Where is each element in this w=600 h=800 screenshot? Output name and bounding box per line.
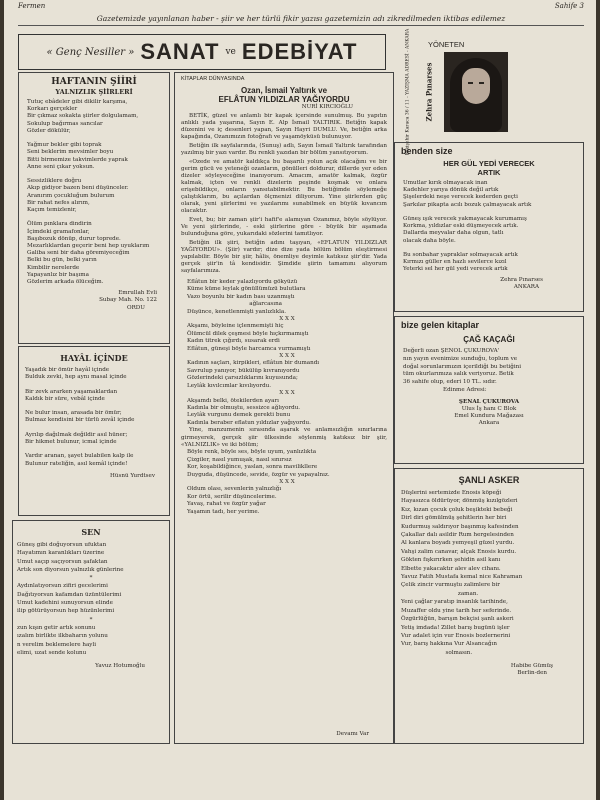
poem-line: Sessizliklere doğru: [27, 178, 82, 185]
poem-line: Sokulup bağırmas sancılar: [27, 120, 103, 127]
poem-line: Güneş gibi doğuyorsun ufuktan: [17, 542, 107, 548]
poem-line: Savrulup yanıyor, bükülüp kıvranıyordu: [187, 367, 300, 374]
poem-line: Kudurmuş saldırıyor başınmış kafesinden: [401, 523, 519, 530]
kitaplar-label: KİTAPLAR DÜNYASINDA: [181, 76, 245, 82]
poem-line: Kız, kızan çocuk çoluk beşikteki bebeği: [401, 506, 513, 513]
masthead-title-sanat: SANAT: [140, 39, 220, 64]
continued-note: Devamı Var: [336, 731, 369, 737]
page-number: Sahife 3: [554, 2, 584, 10]
poem-line: Çelik zincir vurmuştu zalimlere bir: [401, 582, 500, 589]
article-paragraph: «Ozede ve amatör kaldıkça bu başarılı yolun açık olacağını ve bir gerim gücü ve yeteneği ozanların, gönülleri doldurur, dillerde yer eden dizeler söyleyeceğine inanıyorum. Amacım, amatör kalmak, özgür kalmak, içten ve renkli dizelerin peşinde koşmak ve onlara erişebildikçe, onların yansıtabilmektir. Bu betiğimde söylemeğe çalıştıklarım, bu açılardan ölçmenizi diliyorum. Yine şiirlerden güç olarak, yeni şiirlerimi ve yazılarımı sunabilmek en büyük kıvancım olacaktır.: [181, 159, 387, 214]
sen-box: [12, 520, 170, 744]
masthead-title-ve: ve: [225, 47, 236, 57]
poem-line: Kırmızı güller en hazlı sevilerce kızıl: [403, 259, 507, 266]
poem-separator: X X X: [279, 478, 295, 485]
poem-line: Yavaş, rahat ve özgür yağar: [187, 501, 266, 508]
article-paragraph: BETİK, güzel ve anlamlı bir kapak içersinde sunulmuş. Bu yapıtın anlıklı yada yaşarına, Sayın E. Alp İsmail YALTIRIK. Betiğin kapak düzenini ve iç desenleri yapan, Sayın Hayri DUMLU. Ve, betiğin arka kapağında, Ozanımızın fotoğrafı ve yaşamöyküsü bulunuyor.: [181, 113, 387, 140]
editor-photo: [444, 52, 508, 132]
kitaplar-dunyasinda-box: [174, 72, 394, 744]
poem-line: Umut saçıp saçıyorsun şafaktan: [17, 558, 108, 565]
editor-label: YÖNETEN: [428, 40, 465, 49]
sanli-asker-box: [394, 468, 584, 744]
poem-line: Dirl diri gömülmüş şehitlerin her biri: [401, 515, 507, 522]
poem-line: Gözler dökülür,: [27, 127, 71, 134]
poem-line: Yaşamın tadı, her yerime.: [187, 508, 260, 515]
poem-line: Muzaffer oldu yine tarih her seferinde.: [401, 607, 512, 614]
poem-line: elimi, uzat sende kolunu: [17, 649, 87, 656]
book-address-1: Ulus İş hanı C Blok: [461, 405, 517, 412]
asker-author: Habibe Gümüş: [510, 663, 553, 670]
poem-line: Seni beklerim mevsimler boyu: [27, 149, 114, 156]
poem-line: [25, 446, 165, 453]
benden-title: benden size: [401, 146, 453, 156]
editor-name-text: Zehra Pınarses: [424, 62, 434, 122]
editor-name: [416, 52, 442, 132]
text-line: doğal sorunlarımızın içerildiği bu betiğini: [403, 363, 521, 370]
poem-line: Bu sonbahar yapraklar solmayacak artık: [403, 252, 518, 259]
poem-line: İçimdeki gramafonlar,: [27, 228, 90, 235]
poem-line: Bulduk zevki, hep aynı masal içinde: [25, 374, 127, 381]
poem-line: Kadın titrek çığırdı, susarak erdi: [187, 338, 280, 345]
poem-line: Çizgiler, nasıl yumuşak, nasıl sınırsız: [187, 456, 292, 463]
kitaplar-heading-1: Ozan, İsmail Yaltırık ve: [240, 86, 328, 95]
haftanin-subtitle: YALNIZLIK ŞİİRLERİ: [55, 88, 133, 96]
book-author-name: ŞENAL ÇUKUROVA: [458, 398, 520, 405]
poem-line: Dallarda meyvalar daha olgun, tatlı: [403, 230, 504, 237]
poem-line: Küme küme leylak gönüllümüzü bulutlara: [187, 286, 306, 293]
poem-line: [25, 425, 165, 432]
benden-place: ANKARA: [513, 283, 539, 290]
poem-line: Kaçım temizlenir,: [27, 207, 77, 214]
poem-line: Aranırım çocukluğum bulurum: [27, 192, 115, 199]
poem-line: Korkma, yıldızlar eski düşmeyecek artık.: [403, 223, 519, 230]
poem-line: Bulmaz kendisini bir türlü zevâl içinde: [25, 417, 135, 424]
poem-separator: X X X: [279, 316, 295, 323]
poem-line: olacak daha böyle.: [403, 237, 456, 244]
poem-line: Yeni çağlar yaratıp insanlık tarihinde,: [401, 599, 508, 606]
header-left: Fermen: [18, 2, 46, 10]
poem-line: Özgürlüğün, barışın bekçisi şanlı askeri: [401, 616, 514, 623]
poem-line: ağlarcasına: [187, 301, 283, 308]
poem-line: Gözlerindeki çarsızlıklarını kuyusunda;: [187, 375, 298, 382]
masthead-subtitle: « Genç Nesiller »: [46, 46, 135, 58]
poem-line: Korkarı gerçekler: [27, 106, 78, 113]
book-address-2: Emel Kundura Mağazası: [454, 413, 524, 420]
text-line: 36 sahife olup, ederi 10 TL. sıdır.: [403, 379, 497, 386]
poem-line: Vahşi zalim canavar, alçak Enosis kurdu.: [401, 548, 517, 555]
poem-line: Leylâk kıvılcımlar kıvılıyordu.: [187, 382, 272, 389]
editor-address: [400, 28, 416, 156]
poem-line: Eflâtun bir keder yalazlıyordu gökyüzü: [187, 279, 298, 285]
benden-author: Zehra Pınarses: [500, 276, 543, 283]
haftanin-author: Emrullah Evli: [118, 290, 157, 297]
bize-gelen-heading: ÇAĞ KAÇAĞI: [463, 335, 515, 344]
newspaper-page: [4, 0, 596, 800]
poem-line: Vazo boyunlu bir kadın bası uzanmıştı: [187, 293, 295, 300]
poem-line: Leylâk vurgunu demek gerekti bunu: [187, 412, 291, 419]
poem-line: Şişelerdeki neşe verecek kederden geçti: [403, 194, 518, 201]
poem-line: Vur adalet için vur Enosis bozlernerini: [401, 632, 511, 639]
benden-size-box: [394, 142, 584, 312]
kitaplar-byline: NURİ KIRCIOĞLU: [301, 104, 353, 110]
hayal-author: Hüsnü Yurdtsev: [110, 472, 155, 479]
poem-line: Bir zevk ararken yaşamaklardan: [25, 388, 118, 395]
asker-poem: [395, 485, 583, 657]
poem-line: zaman.: [401, 590, 479, 597]
poem-line: [25, 403, 165, 410]
poem-line: Vur, barış hakkına Vur Alsancağın: [401, 641, 497, 648]
article-paragraph: Evet, bu; bir zaman şiir'i hafif'e alamıyan Ozanımız, böyle söylüyor. Ve yeni şiirlerinde, - eski şiirlerine göre - büyük bir aşamada bulunduğuna göre, yukarıdaki sözlerini tamıtlıyor.: [181, 217, 387, 237]
poem-line: Akşamı, böyleine içlenmemişti hiç: [187, 323, 284, 330]
haftanin-siiri-box: [18, 72, 170, 344]
photo-eye-right: [479, 82, 484, 84]
article-paragraph: Betiğin ilk sayfalarında, (Sunuş) adlı, Sayın İsmail Yaltırık tarafından yazılmış bir yazı vardır. Bu renkli yazıdan bir bölüm yansıtıyorum.: [181, 143, 387, 156]
poem-line: n verelim beklemelere hayli: [17, 641, 97, 648]
poem-line: Kor, koşabildiğince, yaslan, sonra mavilikllere: [187, 464, 318, 471]
poem-line: Tutuç ebâdeler gibi dikilir karşıma,: [27, 99, 128, 105]
sen-title: SEN: [81, 527, 101, 537]
haftanin-title: HAFTANIN ŞİİRİ: [51, 77, 137, 87]
poem-line: zun kışın getir artık sonunu: [17, 624, 96, 631]
poem-line: [403, 209, 577, 216]
editor-address-text: Eskişehir Karaca 36 / 11 - YAZIŞMA ADRESİ - ANKARA: [405, 28, 411, 156]
masthead-title-edebiyat: EDEBİYAT: [241, 39, 358, 64]
poem-line: Düşlerini sertemizde Enosis köpeği: [401, 490, 502, 496]
poem-line: Şarkılar pikapta acılı bozuk çalmayacak artık: [403, 201, 532, 208]
poem-line: Umutlar kırık olmayacak inan: [403, 180, 488, 186]
haftanin-place2: ORDU: [127, 304, 145, 311]
poem-line: Yaşadık bir ömür hayâl içinde: [25, 367, 110, 373]
poem-line: Kaldık bir süre, vebâl içinde: [25, 395, 105, 402]
poem-line: Galiba seni bir daha göremiyeceğim: [27, 250, 130, 257]
photo-eye-left: [468, 82, 473, 84]
kitaplar-poem: [175, 275, 393, 516]
poem-line: ızalım birlikte ilkbaharın yolunu: [17, 633, 108, 640]
poem-line: Ölümcül dilek çeşmesi böyle hıçkırmamıştı: [187, 330, 309, 337]
poem-line: *: [89, 575, 93, 582]
poem-line: Kadınla beraber eflatun yıldızlar yağıyordu.: [187, 419, 311, 426]
article-paragraph: Yine, manzumenin sırasında aşarak ve anlamsızlığın sınırlarına girmeyerek, gerçek şiir ülkesinde söylenmiş katıksız bir şiir, «YALNIZLIK» ve iki bölüm;: [181, 427, 387, 448]
poem-line: *: [89, 616, 93, 623]
masthead: [18, 34, 386, 70]
poem-line: Kadehler yarıya dönük değil artık: [403, 187, 499, 194]
poem-line: ilip götürüyorsun hep hüzünlerimi: [17, 608, 115, 615]
kitaplar-heading-2: EFLÂTUN YILDIZLAR YAĞIYORDU: [218, 95, 350, 104]
haftanin-place1: Subay Mah. No. 122: [99, 297, 157, 304]
poem-line: Başıbozuk dönüp, durur toprede.: [27, 235, 121, 242]
poem-line: Elbette yakacaktır alev alev cihanı.: [401, 565, 501, 572]
poem-line: Ne bulur insan, arasada bir ömür;: [25, 410, 122, 417]
photo-face: [462, 68, 490, 104]
poem-line: Dağıtıyorsun kafamdan üzüntülerimi: [17, 591, 122, 598]
poem-line: Aydınlatıyorsun zifiri gecelerimi: [17, 583, 108, 590]
poem-line: [25, 381, 165, 388]
copyright-notice: Gazetemizde yayınlanan haber - şiir ve her türlü fikir yazısı gazetemizin adı zikredilmeden iktibas edilemez: [18, 14, 584, 26]
poem-line: Kadının saçları, kirpikleri, eflâtun bir dumandı: [187, 360, 320, 367]
haftanin-poem: [19, 96, 169, 286]
poem-line: Düşünce, kenetlenmişti yanlızlıkla.: [187, 308, 286, 315]
kitaplar-article: [175, 110, 393, 275]
sen-poem: [13, 537, 169, 657]
text-line: nın yayın evenimize sunduğu, toplum ve: [403, 355, 518, 362]
benden-heading: HER GÜL YEDİ VERECEK ARTIK: [443, 159, 535, 177]
poem-line: Al kanlara boyadı yemyeşil güzel yurdu.: [401, 540, 515, 547]
poem-line: Umut kadehini sunuyorsun elinde: [17, 600, 113, 607]
poem-separator: X X X: [279, 353, 295, 360]
poem-line: [403, 245, 577, 252]
book-address-3: Ankara: [478, 420, 500, 427]
poem-line: Yavuz Fatih Mustafa kemal nice Kahraman: [401, 574, 523, 581]
text-line: Edinme Adresi:: [443, 386, 487, 393]
poem-line: Gözlerim arkada ölüceğim.: [27, 279, 104, 286]
poem-line: Yeterki sel her gül yedi verecek artık: [403, 266, 508, 273]
article-paragraph: Betiğin ilk şiiri, betiğin adını taşıyan, «EFLATUN YILDIZLAR YAĞIYORDU». (Şiir) vardır; dize dize yada bölüm bölüm eleştirmesi yapılabilir. Böyle bir şiir, hâlis, önemliye deyimle katıksız şiir'dir. Yada gerçek şiir'in tâ kendisidir. Şimdide şiirin tamamını alıyorum sayfalarımıza.: [181, 240, 387, 274]
poem-line: Kadınla bir olmuştu, sessizce ağlıyordu.: [187, 404, 301, 411]
poem-line: Böyle renk, böyle ses, böyle uyum, yanlızlıkta: [187, 449, 317, 456]
text-line: Değerli ozan ŞENOL ÇUKUROVA': [403, 348, 500, 354]
poem-line: Yetiş imdada! Zillet barış bugünü işler: [401, 624, 510, 631]
poem-separator: X X X: [279, 390, 295, 397]
poem-line: Akşamdı belki, ötekilerden ayarı: [187, 397, 279, 404]
poem-line: Artık son diyorsun yalnızlık günlerine: [17, 566, 124, 573]
poem-line: Kimbilir nerelerde: [27, 264, 80, 271]
poem-line: Mezarlıklardan geçerir beni hep uyuklarım: [27, 243, 150, 250]
poem-line: Yapayanlız bir başıma: [27, 271, 89, 278]
poem-line: Ölüm pınklara dindirin: [27, 221, 92, 228]
poem-line: Bir hikmet bulunur, icmal içinde: [25, 439, 117, 446]
poem-line: Bir rahat nefes alırım,: [27, 199, 90, 206]
poem-line: Yağmur bekler gibi toprak: [27, 142, 102, 149]
poem-line: solmasın.: [401, 649, 473, 656]
hayal-icinde-box: [18, 346, 170, 516]
poem-line: Güneş ışık verecek yakmayacak kurumamış: [403, 216, 527, 223]
asker-place: Berlin-den: [517, 670, 547, 677]
poem-line: Duyguda, düşüncede, sevide, özgür ve yapayalnız.: [187, 471, 330, 478]
page-header: [18, 2, 584, 10]
poem-line: Eflâtun, güneşi böyle harcamca vurmamıştı: [187, 345, 311, 352]
poem-line: Hayasızca öldürüyor, dönmüş kızılgözleri: [401, 498, 518, 505]
poem-line: Bitti birmemize takvimlerde yaprak: [27, 156, 128, 163]
poem-line: Çakallar dalı asildir Rum hergelesinden: [401, 532, 514, 539]
bize-gelen-text: [395, 344, 583, 395]
poem-line: Bir çıkmaz sokakta şiirler dolgulamam,: [27, 113, 139, 120]
hayal-title: HAYÂL İÇİNDE: [60, 353, 128, 363]
sen-author: Yavuz Hotumoğlu: [95, 663, 145, 670]
poem-line: Akıp gidiyor bazen beni düşünceler.: [27, 185, 129, 192]
asker-title: ŞANLI ASKER: [458, 475, 520, 485]
text-line: tüm okurlarımıza salık veriyoruz. Betik: [403, 371, 514, 378]
poem-line: Anne seni çıkar yoksun.: [27, 163, 95, 170]
poem-line: Kor örtü, serilir düşüncelerime.: [187, 493, 277, 500]
poem-line: Ayrılıp dağılmak değildir asıl hüner;: [25, 431, 128, 438]
poem-line: Hayatımın karanlıkları üzerine: [17, 550, 105, 557]
poem-line: Belki bu gün, belki yarın: [27, 257, 97, 264]
bize-gelen-title: bize gelen kitaplar: [401, 320, 480, 330]
hayal-poem: [19, 363, 169, 468]
poem-line: Gökten fışkırırken şehidin asil kanı: [401, 557, 501, 564]
poem-line: Vardır aranan, şayet bulabilen kalp ile: [25, 453, 134, 460]
benden-poem: [395, 177, 583, 274]
poem-line: Bulunur rateliğin, asıl kemâl içinde!: [25, 460, 128, 467]
poem-line: Oldum olası, sevenlerin yalnızlığı: [187, 486, 282, 493]
bize-gelen-kitaplar-box: [394, 316, 584, 464]
